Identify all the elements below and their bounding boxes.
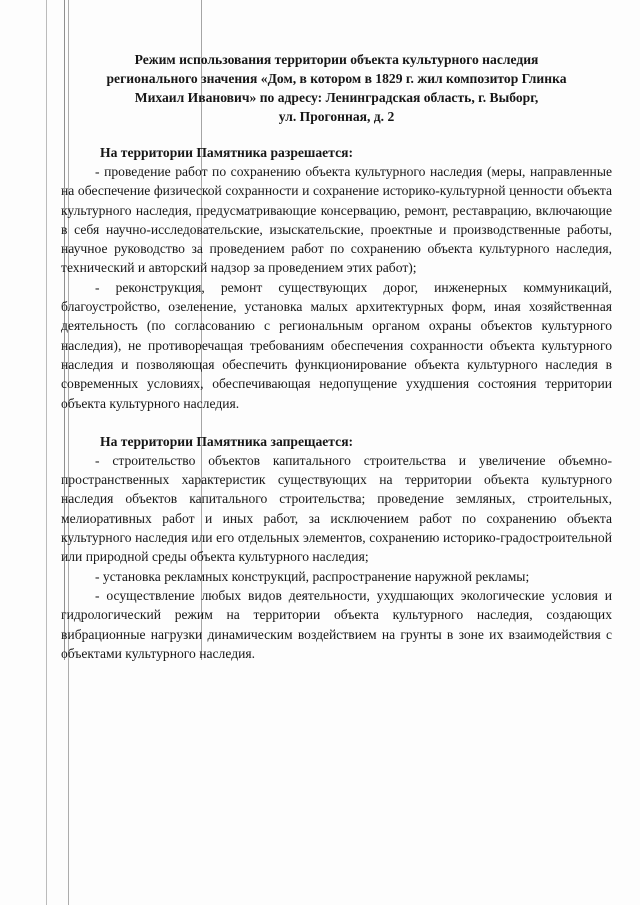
scan-artifact-line bbox=[46, 0, 47, 905]
document-body bbox=[61, 50, 612, 663]
section-permitted bbox=[61, 143, 612, 413]
section-heading-permitted: На территории Памятника разрешается: bbox=[100, 145, 353, 160]
title-line: регионального значения «Дом, в котором в 1829 г. жил композитор Глинка bbox=[106, 71, 567, 86]
section-prohibited bbox=[61, 432, 612, 663]
list-item: - установка рекламных конструкций, распространение наружной рекламы; bbox=[95, 568, 530, 584]
title-line: Режим использования территории объекта культурного наследия bbox=[134, 52, 539, 67]
title-line: Михаил Иванович» по адресу: Ленинградская область, г. Выборг, bbox=[134, 90, 539, 105]
list-item: - строительство объектов капитального строительства и увеличение объемно-пространственных характеристик существующих на территории объекта культурного наследия объектов капитального строительства; проведение земляных, строительных, мелиоративных работ и иных работ, за исключением работ по сохранению объекта культурного наследия или его отдельных элементов, сохранению историко-градостроительной или природной среды объекта культурного наследия; bbox=[61, 452, 612, 565]
list-item: - осуществление любых видов деятельности, ухудшающих экологические условия и гидрологический режим на территории объекта культурного наследия, создающих вибрационные нагрузки динамическим воздействием на грунты в зоне их взаимодействия с объектами культурного наследия. bbox=[61, 587, 612, 661]
list-item: - реконструкция, ремонт существующих дорог, инженерных коммуникаций, благоустройство, озеленение, установка малых архитектурных форм, иная хозяйственная деятельность (по согласованию с региональным органом охраны объектов культурного наследия), не противоречащая требованиям обеспечения сохранности объекта культурного наследия и позволяющая обеспечить функционирование объекта культурного наследия в современных условиях, обеспечивающая недопущение ухудшения состояния территории объекта культурного наследия. bbox=[61, 279, 612, 411]
section-heading-prohibited: На территории Памятника запрещается: bbox=[100, 433, 354, 449]
list-item: - проведение работ по сохранению объекта культурного наследия (меры, направленные на обеспечение физической сохранности и сохранение историко-культурной ценности объекта культурного наследия, предусматривающие консервацию, ремонт, реставрацию, включающие в себя научно-исследовательские, изыскательские, проектные и производственные работы, научное руководство за проведением работ по сохранению объекта культурного наследия, технический и авторский надзор за проведением этих работ); bbox=[61, 164, 612, 276]
document-title bbox=[61, 50, 612, 126]
title-line: ул. Прогонная, д. 2 bbox=[278, 109, 395, 124]
